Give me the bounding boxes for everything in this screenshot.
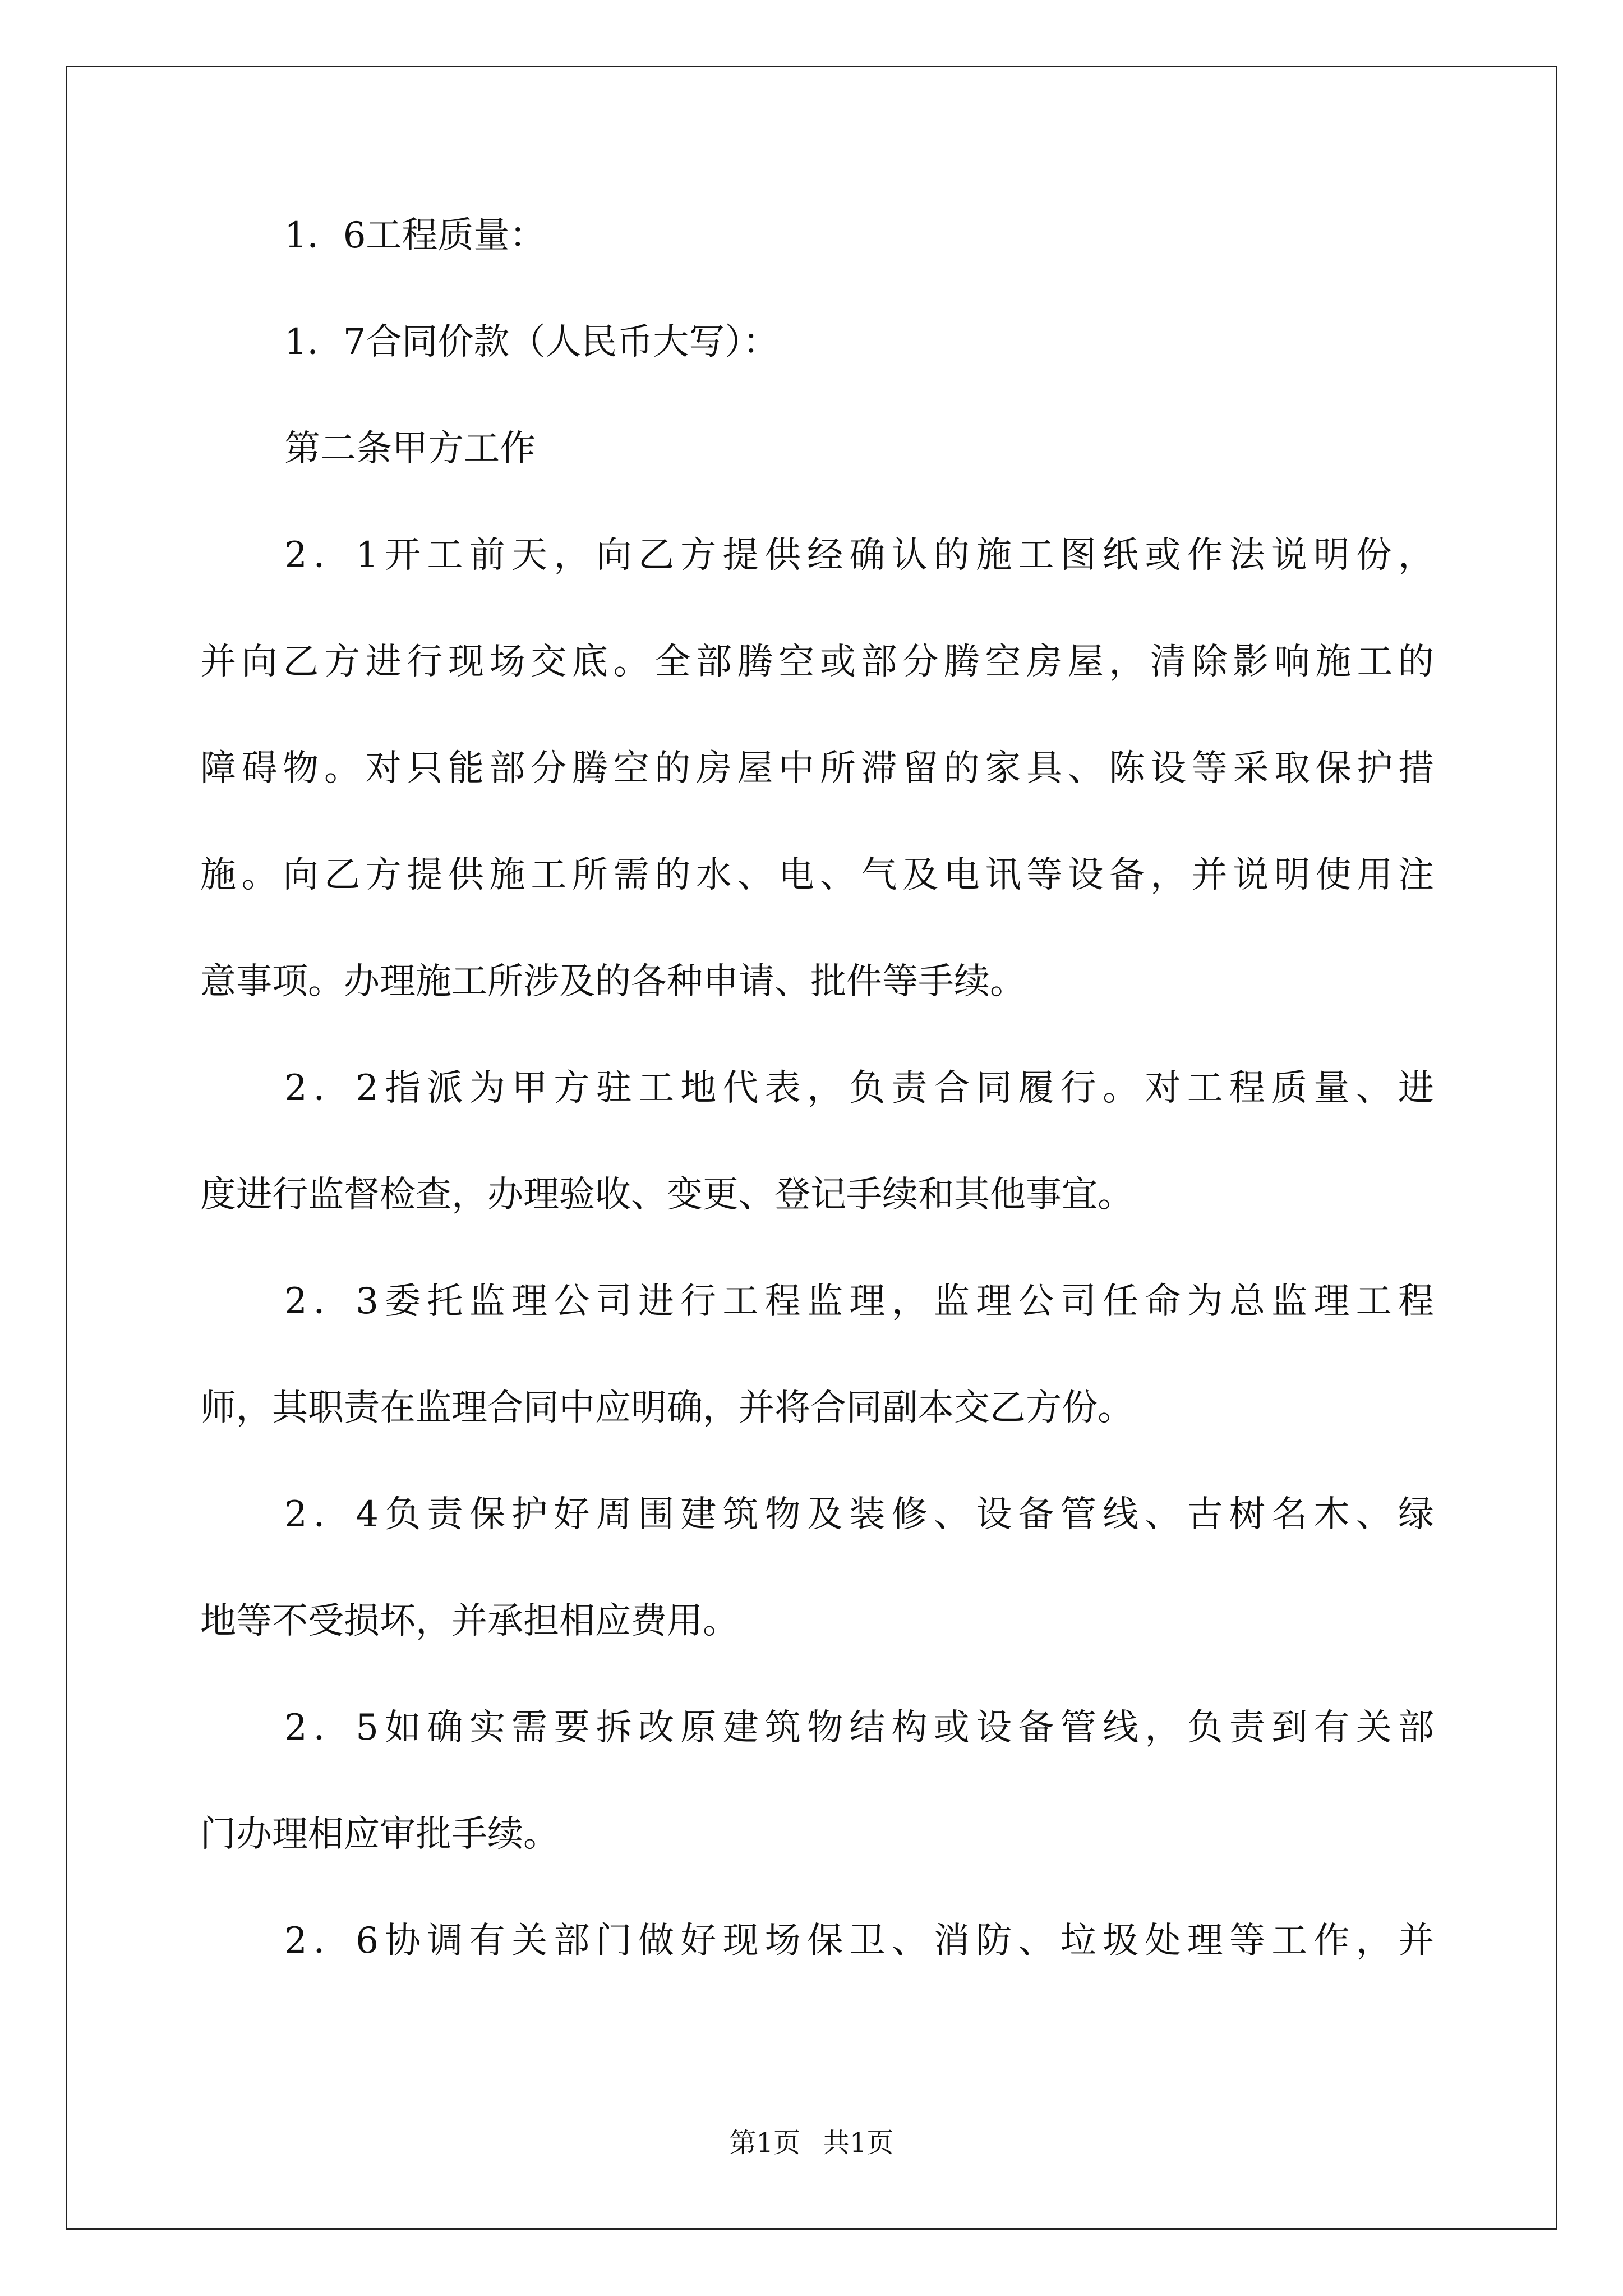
text-line: 地等不受损坏，并承担相应费用。 [200, 1600, 739, 1642]
page-total: 共1页 [823, 2127, 894, 2159]
page-number: 第1页 [729, 2127, 800, 2159]
text-line: 2．2指派为甲方驻工地代表，负责合同履行。对工程质量、进 [284, 1068, 1434, 1109]
text-line: 度进行监督检查，办理验收、变更、登记手续和其他事宜。 [200, 1174, 1133, 1216]
text-line: 施。向乙方提供施工所需的水、电、气及电讯等设备，并说明使用注 [200, 854, 1434, 896]
text-line: 障碍物。对只能部分腾空的房屋中所滞留的家具、陈设等采取保护措 [200, 748, 1434, 789]
text-line: 门办理相应审批手续。 [200, 1814, 559, 1855]
page-border [66, 66, 1557, 2230]
section-heading: 第二条甲方工作 [284, 428, 536, 470]
page-footer [0, 2126, 1623, 2160]
text-line: 2．1开工前天，向乙方提供经确认的施工图纸或作法说明份， [284, 535, 1434, 576]
text-line: 师，其职责在监理合同中应明确，并将合同副本交乙方份。 [200, 1387, 1133, 1429]
text-line: 2．5如确实需要拆改原建筑物结构或设备管线，负责到有关部 [284, 1707, 1434, 1749]
text-line: 2．6协调有关部门做好现场保卫、消防、垃圾处理等工作，并 [284, 1920, 1434, 1962]
text-line: 并向乙方进行现场交底。全部腾空或部分腾空房屋，清除影响施工的 [200, 641, 1434, 683]
text-line: 1．6工程质量： [284, 215, 546, 256]
text-line: 2．4负责保护好周围建筑物及装修、设备管线、古树名木、绿 [284, 1494, 1434, 1535]
text-line: 1．7合同价款（人民币大写）： [284, 321, 779, 363]
text-line: 2．3委托监理公司进行工程监理，监理公司任命为总监理工程 [284, 1281, 1434, 1322]
text-line: 意事项。办理施工所涉及的各种申请、批件等手续。 [200, 961, 1026, 1002]
